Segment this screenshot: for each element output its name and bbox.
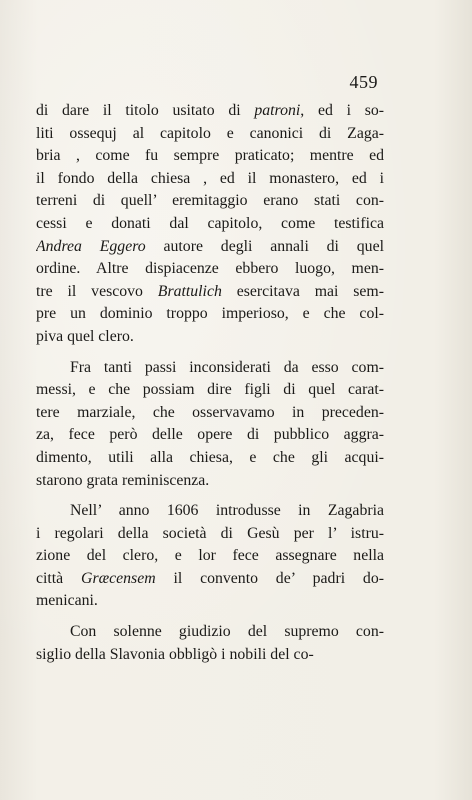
text-line [36, 424, 384, 447]
text-segment: zione del clero, e lor fece assegnare nella [36, 547, 384, 565]
text-segment: Con solenne giudizio del supremo con- [70, 623, 384, 641]
italic-text: Andrea Eggero [36, 237, 146, 255]
text-segment: il convento de’ padri do- [155, 569, 384, 587]
text-line [36, 213, 384, 236]
text-segment: liti ossequj al capitolo e canonici di Zaga- [36, 124, 384, 142]
text-segment: Fra tanti passi inconsiderati da esso com- [70, 358, 384, 376]
text-line [36, 258, 384, 281]
italic-text: patroni [254, 102, 301, 119]
text-line [36, 326, 384, 349]
text-line [36, 168, 384, 191]
paragraph [36, 500, 384, 613]
text-line [36, 100, 384, 123]
text-line [36, 621, 384, 644]
text-segment: i regolari della società di Gesù per l’ istru- [36, 524, 384, 542]
text-line [36, 145, 384, 168]
italic-text: Græcensem [81, 569, 156, 587]
text-line [36, 545, 384, 568]
paragraph [36, 357, 384, 493]
italic-text: Brattulich [157, 282, 222, 300]
text-segment: autore degli annali di quel [145, 237, 384, 255]
text-segment: za, fece però delle opere di pubblico aggra- [36, 426, 384, 444]
text-segment: cessi e donati dal capitolo, come testifica [36, 214, 384, 232]
text-line [36, 590, 384, 613]
text-line [36, 447, 384, 470]
text-segment: menicani. [36, 592, 98, 610]
text-line [36, 123, 384, 146]
text-segment: piva quel clero. [36, 327, 134, 345]
text-segment: tere marziale, che osservavamo in preceden- [36, 403, 384, 421]
text-line [36, 379, 384, 402]
text-line [36, 644, 384, 667]
text-line [36, 281, 384, 304]
text-segment: tre il vescovo [36, 282, 158, 300]
text-line [36, 402, 384, 425]
text-segment: Nell’ anno 1606 introdusse in Zagabria [70, 502, 384, 520]
page-number: 459 [349, 72, 378, 92]
text-segment: pre un dominio troppo imperioso, e che col- [36, 305, 384, 323]
text-segment: città [36, 569, 82, 587]
text-line [36, 470, 384, 493]
text-line [36, 236, 384, 259]
text-segment: messi, e che possiam dire figli di quel carat- [36, 381, 384, 399]
body-text [36, 100, 384, 666]
text-segment: ordine. Altre dispiacenze ebbero luogo, men- [36, 260, 384, 278]
text-segment: , ed i so- [300, 102, 384, 119]
text-line [36, 523, 384, 546]
text-segment: il fondo della chiesa , ed il monastero, ed i [36, 169, 384, 187]
text-line [36, 500, 384, 523]
paragraph [36, 100, 384, 349]
text-segment: starono grata reminiscenza. [36, 471, 210, 489]
text-line [36, 303, 384, 326]
text-segment: dimento, utili alla chiesa, e che gli acqui- [36, 448, 384, 466]
text-segment: bria , come fu sempre praticato; mentre ed [36, 147, 384, 165]
text-segment: terreni di quell’ eremitaggio erano stati con- [36, 192, 384, 210]
text-line [36, 357, 384, 380]
paragraph [36, 621, 384, 666]
text-line [36, 568, 384, 591]
text-segment: esercitava mai sem- [221, 282, 384, 300]
text-segment: siglio della Slavonia obbligò i nobili del co- [36, 645, 314, 663]
text-line [36, 190, 384, 213]
text-segment: di dare il titolo usitato di [36, 102, 255, 119]
